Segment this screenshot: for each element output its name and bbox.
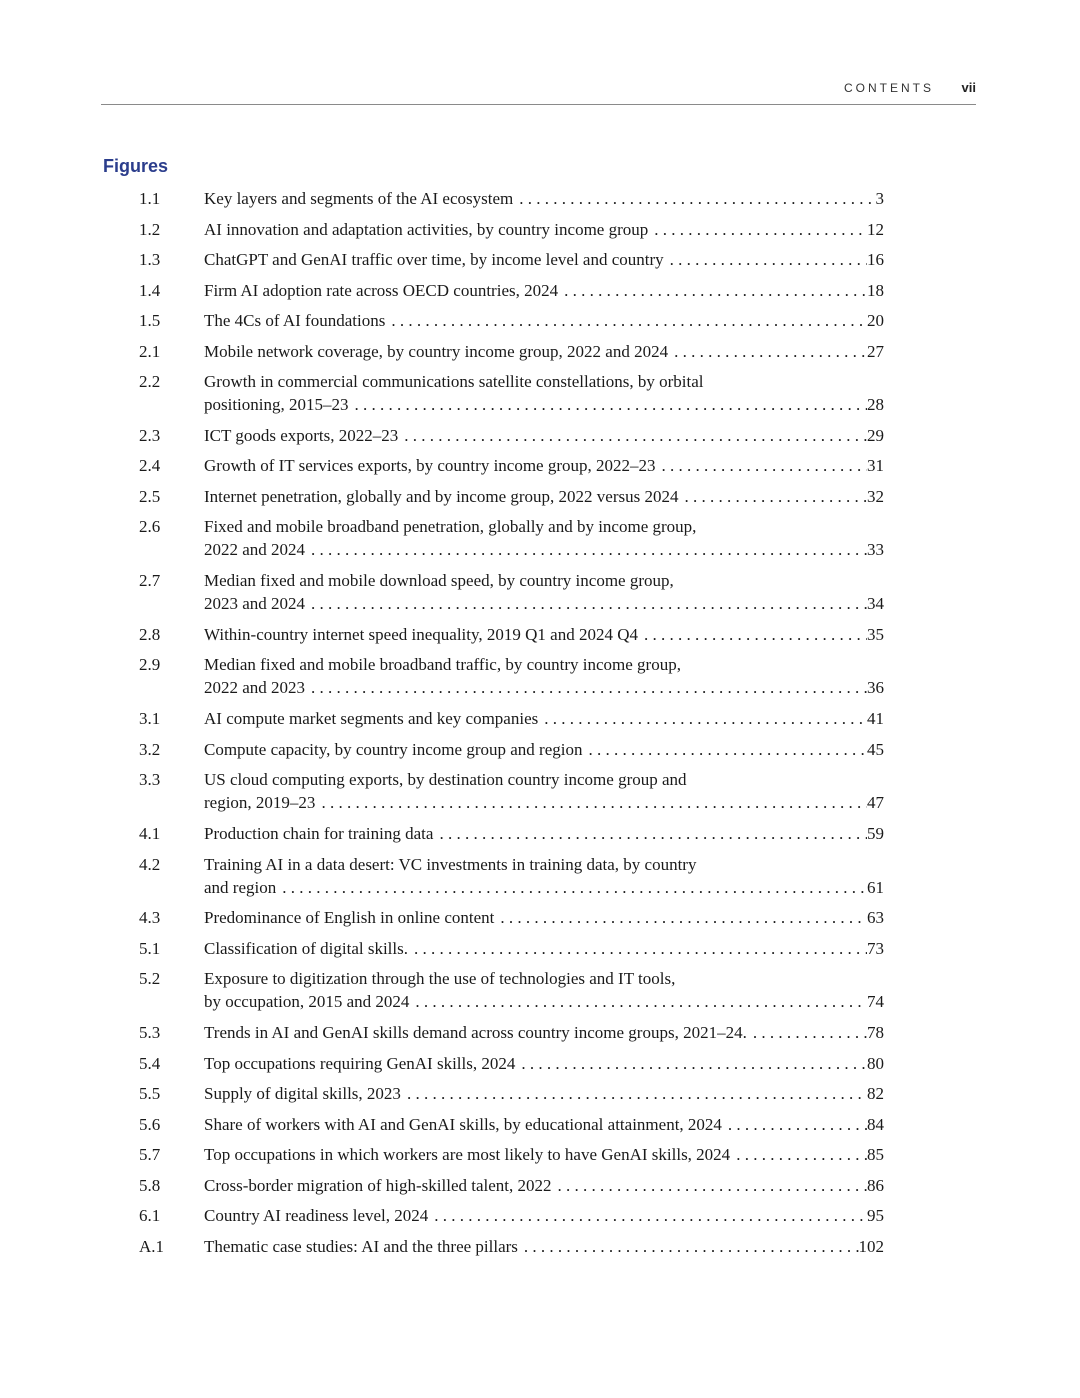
figure-title-line1: US cloud computing exports, by destination country income group and xyxy=(204,770,687,790)
dot-leader xyxy=(494,906,867,929)
running-header xyxy=(101,80,976,105)
figure-page-number: 3 xyxy=(875,189,884,208)
figure-title: Within-country internet speed inequality, 2019 Q1 and 2024 Q4 xyxy=(204,624,638,644)
dot-leader xyxy=(538,707,867,730)
figure-title: 2022 and 2024 xyxy=(204,540,306,560)
figure-number: 5.8 xyxy=(139,1175,161,1195)
figure-title: ICT goods exports, 2022–23 xyxy=(204,425,399,445)
figure-page-number: 85 xyxy=(867,1145,884,1165)
figure-number: 2.8 xyxy=(139,624,161,644)
figure-title: Share of workers with AI and GenAI skills, by educational attainment, 2024 xyxy=(204,1114,722,1134)
figure-page-number: 35 xyxy=(867,624,884,644)
dot-leader xyxy=(747,1021,867,1044)
header-section-label: CONTENTS xyxy=(844,81,934,95)
figure-number: 2.9 xyxy=(139,655,161,675)
figure-title: Predominance of English in online content xyxy=(204,908,495,928)
figure-number: 4.3 xyxy=(139,908,161,928)
dot-leader xyxy=(305,538,867,561)
figure-number: 5.3 xyxy=(139,1023,161,1043)
figure-page-number: 34 xyxy=(867,594,884,614)
figure-title: 2022 and 2023 xyxy=(204,678,306,698)
figure-page-number: 36 xyxy=(867,678,884,698)
figure-page-number: 16 xyxy=(867,250,884,269)
figure-title: Thematic case studies: AI and the three pillars xyxy=(204,1236,518,1256)
dot-leader xyxy=(305,592,867,615)
figure-number: 1.5 xyxy=(139,311,161,330)
figure-title: region, 2019–23 xyxy=(204,793,316,813)
dot-leader xyxy=(648,218,867,241)
figure-title: and region xyxy=(204,877,277,897)
figure-number: 2.2 xyxy=(139,372,161,391)
figure-page-number: 28 xyxy=(867,395,884,414)
dot-leader xyxy=(315,791,867,814)
figure-number: 5.4 xyxy=(139,1053,161,1073)
dot-leader xyxy=(276,876,867,899)
figure-page-number: 47 xyxy=(867,793,884,813)
figure-number: 3.3 xyxy=(139,770,161,790)
dot-leader xyxy=(582,738,867,761)
figure-page-number: 86 xyxy=(867,1175,884,1195)
figure-title: Cross-border migration of high-skilled talent, 2022 xyxy=(204,1175,552,1195)
figure-page-number: 102 xyxy=(858,1236,884,1256)
dot-leader xyxy=(722,1113,867,1136)
dot-leader xyxy=(656,454,867,477)
figure-page-number: 74 xyxy=(867,992,884,1012)
figure-title-line1: Growth in commercial communications satellite constellations, by orbital xyxy=(204,372,704,391)
figure-title: Key layers and segments of the AI ecosystem xyxy=(204,189,514,208)
figure-number: 1.4 xyxy=(139,280,161,300)
figure-number: 3.2 xyxy=(139,739,161,759)
dot-leader xyxy=(385,309,867,332)
figure-number: 2.6 xyxy=(139,517,161,537)
dot-leader xyxy=(518,1235,859,1258)
figure-title: Internet penetration, globally and by income group, 2022 versus 2024 xyxy=(204,486,679,506)
figure-title: Growth of IT services exports, by country income group, 2022–23 xyxy=(204,456,656,476)
dot-leader xyxy=(515,1052,867,1075)
figure-title: positioning, 2015–23 xyxy=(204,395,349,414)
dot-leader xyxy=(305,676,867,699)
figure-title: Top occupations in which workers are most likely to have GenAI skills, 2024 xyxy=(204,1145,731,1165)
figure-number: 5.1 xyxy=(139,938,161,958)
dot-leader xyxy=(401,1082,867,1105)
figure-number: 3.1 xyxy=(139,709,161,729)
figure-title-line1: Median fixed and mobile download speed, by country income group, xyxy=(204,571,674,591)
figure-page-number: 95 xyxy=(867,1206,884,1226)
figure-title: Mobile network coverage, by country income group, 2022 and 2024 xyxy=(204,341,669,361)
figure-title: AI compute market segments and key companies xyxy=(204,709,539,729)
dot-leader xyxy=(428,1204,867,1227)
figure-title: Firm AI adoption rate across OECD countries, 2024 xyxy=(204,280,559,300)
figure-title: The 4Cs of AI foundations xyxy=(204,311,386,330)
figure-page-number: 45 xyxy=(867,739,884,759)
figure-page-number: 20 xyxy=(867,311,884,330)
figure-page-number: 29 xyxy=(867,425,884,445)
figure-page-number: 41 xyxy=(867,709,884,729)
figure-number: 4.1 xyxy=(139,824,161,843)
figure-title: Production chain for training data xyxy=(204,824,434,843)
figure-number: 2.3 xyxy=(139,425,161,445)
dot-leader xyxy=(433,822,867,845)
figure-number: 4.2 xyxy=(139,854,161,874)
dot-leader xyxy=(513,187,875,210)
figure-title: AI innovation and adaptation activities, by country income group xyxy=(204,219,649,239)
figure-page-number: 32 xyxy=(867,486,884,506)
figure-page-number: 61 xyxy=(867,877,884,897)
figure-number: 2.4 xyxy=(139,456,161,476)
figure-page-number: 33 xyxy=(867,540,884,560)
figure-number: 2.5 xyxy=(139,486,161,506)
dot-leader xyxy=(558,279,867,302)
dot-leader xyxy=(398,424,867,447)
dot-leader xyxy=(730,1143,867,1166)
figure-page-number: 73 xyxy=(867,938,884,958)
figure-title-line1: Fixed and mobile broadband penetration, globally and by income group, xyxy=(204,517,697,537)
figure-page-number: 84 xyxy=(867,1114,884,1134)
dot-leader xyxy=(552,1174,868,1197)
figure-title: Trends in AI and GenAI skills demand across country income groups, 2021–24. xyxy=(204,1023,747,1043)
figure-number: 1.3 xyxy=(139,250,161,269)
figure-title: Top occupations requiring GenAI skills, 2024 xyxy=(204,1053,516,1073)
figure-page-number: 12 xyxy=(867,219,884,239)
figure-number: 2.1 xyxy=(139,341,161,361)
figure-page-number: 59 xyxy=(867,824,884,843)
dot-leader xyxy=(664,248,867,271)
figure-title: by occupation, 2015 and 2024 xyxy=(204,992,410,1012)
figure-page-number: 78 xyxy=(867,1023,884,1043)
dot-leader xyxy=(638,623,867,646)
figure-title-line1: Median fixed and mobile broadband traffic, by country income group, xyxy=(204,655,681,675)
header-page-number: vii xyxy=(961,80,976,95)
dot-leader xyxy=(678,485,867,508)
figure-number: 1.1 xyxy=(139,189,161,208)
figure-title-line1: Exposure to digitization through the use of technologies and IT tools, xyxy=(204,969,676,989)
figure-number: 5.7 xyxy=(139,1145,161,1165)
section-title: Figures xyxy=(103,156,169,176)
dot-leader xyxy=(349,393,867,416)
figure-number: 5.2 xyxy=(139,969,161,989)
figure-number: 5.6 xyxy=(139,1114,161,1134)
figure-title-line1: Training AI in a data desert: VC investments in training data, by country xyxy=(204,854,697,874)
figure-number: 1.2 xyxy=(139,219,161,239)
dot-leader xyxy=(408,937,867,960)
figure-title: Classification of digital skills. xyxy=(204,938,408,958)
figure-page-number: 80 xyxy=(867,1053,884,1073)
dot-leader xyxy=(668,340,867,363)
figure-title: 2023 and 2024 xyxy=(204,594,306,614)
figure-number: 6.1 xyxy=(139,1206,161,1226)
figure-title: Supply of digital skills, 2023 xyxy=(204,1084,401,1104)
figure-number: 2.7 xyxy=(139,571,161,591)
figure-page-number: 31 xyxy=(867,456,884,476)
dot-leader xyxy=(409,990,867,1013)
figure-title: ChatGPT and GenAI traffic over time, by income level and country xyxy=(204,250,664,269)
figure-page-number: 63 xyxy=(867,908,884,928)
figure-number: 5.5 xyxy=(139,1084,161,1104)
figure-number: A.1 xyxy=(139,1236,165,1256)
figure-page-number: 82 xyxy=(867,1084,884,1104)
figure-title: Compute capacity, by country income group and region xyxy=(204,739,583,759)
figure-title: Country AI readiness level, 2024 xyxy=(204,1206,429,1226)
figure-page-number: 27 xyxy=(867,341,884,361)
figure-page-number: 18 xyxy=(867,280,884,300)
